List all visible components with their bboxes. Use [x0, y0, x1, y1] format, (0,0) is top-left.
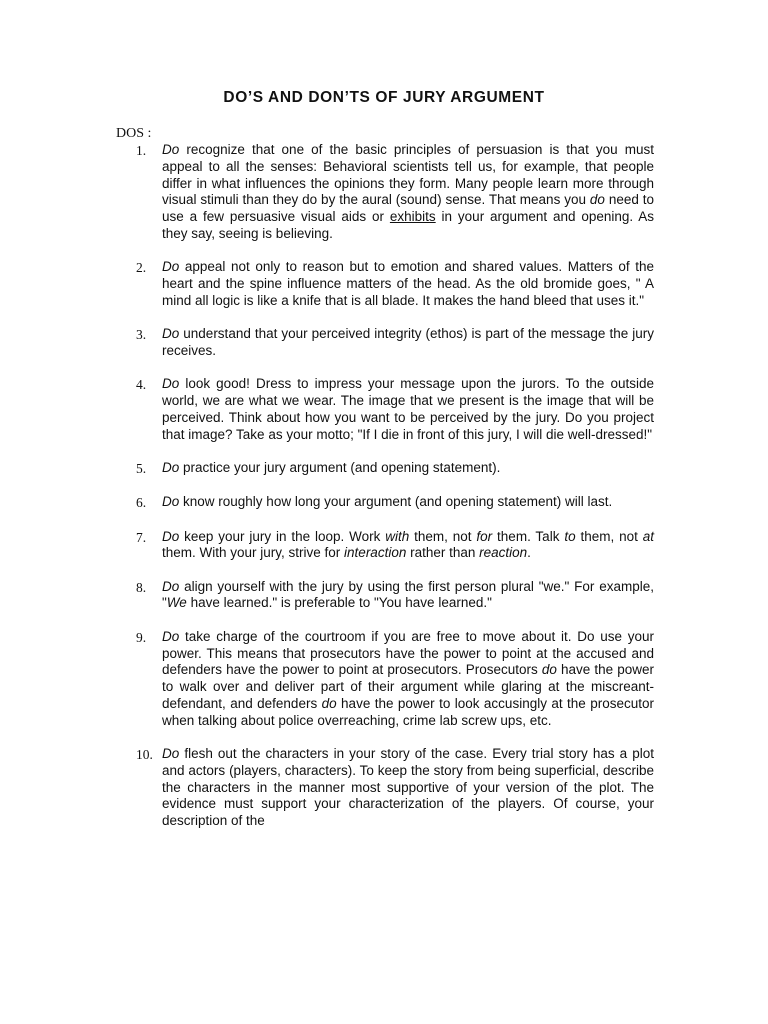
emphasis-text: reaction [479, 545, 528, 561]
section-label-dos: DOS : [116, 126, 152, 141]
text-run: look good! Dress to impress your message upon the jurors. To the outside world, we are what we wear. The image that we present is the image that will be perceived. Think about how you want to be perceived by the jury. Do you project that image? Take as your motto; "If I die in front of this jury, I will die well-dressed!" [162, 376, 654, 442]
list-item [114, 494, 654, 512]
document-title: DO’S AND DON’TS OF JURY ARGUMENT [223, 89, 545, 106]
list-item-number-label: 1. [136, 143, 147, 158]
list-item-text [162, 259, 654, 309]
list-item [114, 376, 654, 443]
list-item [114, 460, 654, 478]
emphasis-text: Do [162, 578, 180, 594]
text-run: appeal not only to reason but to emotion and shared values. Matters of the heart and the spine influence matters of the head. As the old bromide goes, " A mind all logic is like a knife that is all blade. It makes the hand bleed that uses it." [162, 259, 654, 308]
emphasis-text: Do [162, 459, 180, 475]
emphasis-text: do [321, 695, 337, 711]
list-item-number [114, 529, 162, 547]
list-item-number [114, 460, 162, 478]
emphasis-text: do [541, 662, 557, 678]
list-item-text [162, 494, 654, 511]
text-run: them, not [409, 528, 477, 544]
emphasis-text: Do [162, 142, 180, 157]
emphasis-text: interaction [344, 545, 407, 561]
list-item-number-label: 8. [136, 579, 147, 595]
list-item-text [162, 142, 654, 243]
text-run: have learned." is preferable to "You have learned." [186, 595, 492, 611]
emphasis-text: do [589, 192, 605, 208]
emphasis-text: for [476, 528, 493, 544]
list-item-number [114, 746, 162, 764]
list-item-number-label: 9. [136, 629, 147, 645]
text-run: have the power to look accusingly at the prosecutor when talking about police overreaching, crime lab screw ups, etc. [162, 695, 654, 728]
emphasis-text: Do [162, 326, 180, 342]
list-item-text [162, 460, 654, 477]
list-item [114, 746, 654, 830]
list-item [114, 579, 654, 613]
list-item-number [114, 142, 162, 160]
emphasis-text: Do [162, 628, 180, 644]
underlined-text: exhibits [389, 209, 436, 225]
text-run: them. With your jury, strive for [162, 545, 345, 561]
list-item [114, 529, 654, 563]
emphasis-text: to [564, 528, 576, 544]
list-item-number [114, 579, 162, 597]
emphasis-text: Do [162, 259, 180, 275]
list-item-number [114, 629, 162, 647]
list-item-number-label: 2. [136, 260, 147, 276]
list-item [114, 629, 654, 730]
list-item-number [114, 494, 162, 512]
text-run: know roughly how long your argument (and opening statement) will last. [179, 494, 613, 510]
emphasis-text: Do [162, 746, 180, 762]
list-item-text [162, 529, 654, 563]
text-run: take charge of the courtroom if you are free to move about it. Do use your power. This means that prosecutors have the power to point at the accused and defenders have the power to point at prosecutors. Prosecutors [162, 628, 654, 678]
list-item-text [162, 376, 654, 443]
list-item-number-label: 3. [136, 327, 147, 343]
list-item [114, 142, 654, 243]
text-run: in your argument and opening. As they say, seeing is believing. [162, 209, 655, 241]
text-run: keep your jury in the loop. Work [179, 528, 386, 544]
text-run: practice your jury argument (and opening statement). [179, 459, 501, 475]
text-run: . [527, 545, 531, 561]
list-item-number-label: 10. [136, 747, 153, 763]
text-run: them. Talk [492, 528, 565, 544]
emphasis-text: with [385, 528, 410, 544]
text-run: need to use a few persuasive visual aids or [162, 192, 655, 225]
list-item-text [162, 746, 654, 830]
list-item-number [114, 376, 162, 394]
list-item-number-label: 5. [136, 460, 147, 476]
list-item-text [162, 629, 654, 730]
list-item-number-label: 7. [136, 529, 147, 545]
emphasis-text: Do [162, 376, 180, 392]
emphasis-text: at [642, 528, 654, 544]
emphasis-text: Do [162, 528, 180, 544]
list-item [114, 259, 654, 309]
text-run: them, not [575, 528, 643, 544]
list-item-text [162, 579, 654, 613]
list-item [114, 326, 654, 360]
emphasis-text: Do [162, 494, 180, 510]
emphasis-text: We [166, 595, 187, 611]
text-run: have the power to walk over and deliver part of their argument while glaring at the miscreant-defendant, and defenders [162, 662, 654, 711]
list-item-number [114, 326, 162, 344]
text-run: rather than [406, 545, 480, 561]
dos-list [114, 142, 654, 847]
list-item-number-label: 6. [136, 495, 147, 511]
text-run: align yourself with the jury by using the first person plural "we." For example, " [162, 578, 654, 611]
text-run: understand that your perceived integrity (ethos) is part of the message the jury receives. [162, 326, 654, 358]
text-run: flesh out the characters in your story of the case. Every trial story has a plot and actors (players, characters). To keep the story from being superficial, describe the characters in the manner most supportive of your version of the plot. The evidence must support your characterization of the players. Of course, your description of the [162, 746, 654, 829]
list-item-number [114, 259, 162, 277]
list-item-text [162, 326, 654, 360]
list-item-number-label: 4. [136, 377, 147, 393]
text-run: recognize that one of the basic principles of persuasion is that you must appeal to all the senses: Behavioral scientists tell us, for example, that people differ in what influences the opinions they form. Many people learn more through visual stimuli than they do by the aural (sound) sense. That means you [162, 142, 654, 208]
